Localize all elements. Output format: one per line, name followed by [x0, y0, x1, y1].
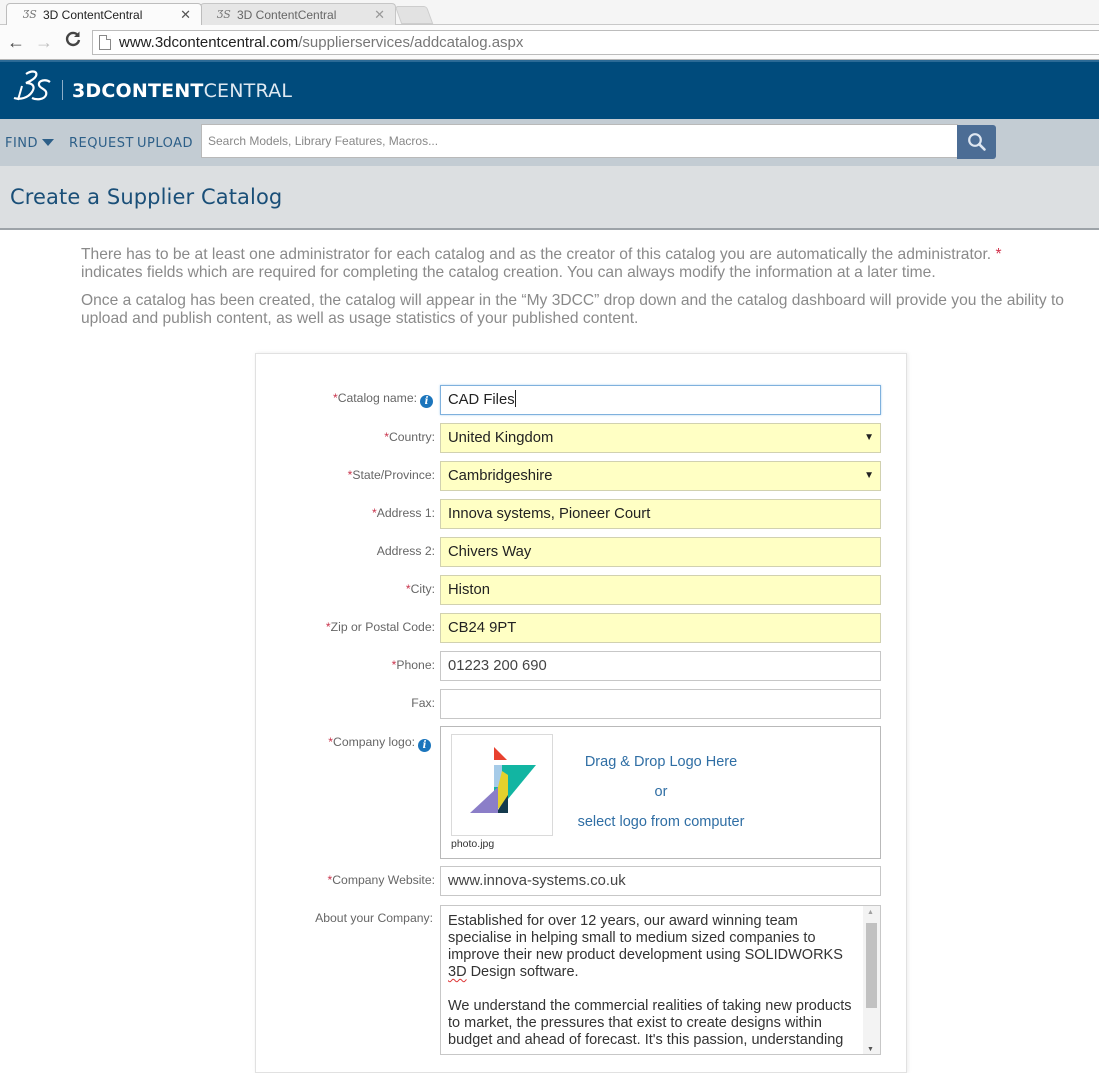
- zip-label: *Zip or Postal Code:: [325, 620, 435, 634]
- browser-tab-inactive[interactable]: [200, 3, 396, 25]
- website-label: *Company Website:: [327, 873, 435, 887]
- scroll-up-icon[interactable]: ▲: [867, 909, 874, 916]
- tab-title: 3D ContentCentral: [43, 7, 143, 22]
- scroll-thumb[interactable]: [866, 923, 877, 1008]
- nav-upload[interactable]: UPLOAD: [137, 136, 194, 151]
- dassault-logo-icon[interactable]: [12, 68, 54, 108]
- state-label: *State/Province:: [347, 468, 435, 482]
- country-select[interactable]: United Kingdom ▼: [440, 423, 881, 453]
- fax-label: Fax:: [411, 696, 435, 710]
- textarea-scrollbar[interactable]: [863, 906, 880, 1054]
- state-select[interactable]: Cambridgeshire ▼: [440, 461, 881, 491]
- logo-filename: photo.jpg: [451, 838, 495, 850]
- logo-dropzone[interactable]: [440, 726, 881, 859]
- nav-find-label: FIND: [5, 136, 39, 151]
- url-host: www.3dcontentcentral.com: [119, 34, 299, 51]
- caret-down-icon: [42, 139, 54, 146]
- brand-wordmark[interactable]: [72, 80, 292, 102]
- address1-label: *Address 1:: [371, 506, 435, 520]
- browser-toolbar: [0, 25, 1099, 60]
- catalog-form: [255, 353, 907, 1073]
- ds-favicon-icon: ƷS: [217, 8, 231, 21]
- page-icon: [99, 35, 111, 50]
- info-icon[interactable]: i: [418, 739, 431, 752]
- catalog-name-label: *Catalog name: i: [333, 391, 433, 408]
- forward-arrow-icon[interactable]: →: [35, 32, 53, 52]
- address2-label: Address 2:: [376, 544, 435, 558]
- search-icon: [967, 132, 987, 152]
- drag-drop-text: Drag & Drop Logo Here: [584, 754, 738, 770]
- uploaded-logo-image: [452, 735, 552, 835]
- site-navbar: [0, 119, 1099, 166]
- company-logo-label: *Company logo: i: [328, 735, 431, 752]
- address1-input[interactable]: Innova systems, Pioneer Court: [440, 499, 881, 529]
- nav-find[interactable]: [5, 136, 54, 151]
- city-input[interactable]: Histon: [440, 575, 881, 605]
- or-text: or: [654, 784, 668, 800]
- page-title-band: [0, 166, 1099, 230]
- country-label: *Country:: [384, 430, 435, 444]
- scroll-down-icon[interactable]: ▼: [867, 1046, 874, 1053]
- brand-light: CENTRAL: [203, 80, 293, 102]
- url-path: /supplierservices/addcatalog.aspx: [298, 34, 524, 51]
- info-icon[interactable]: i: [420, 395, 433, 408]
- logo-thumbnail: [451, 734, 553, 836]
- catalog-name-input[interactable]: CAD Files: [440, 385, 881, 415]
- fax-input[interactable]: [440, 689, 881, 719]
- address2-input[interactable]: Chivers Way: [440, 537, 881, 567]
- new-tab-button[interactable]: [395, 6, 434, 24]
- select-logo-link[interactable]: select logo from computer: [577, 814, 745, 830]
- logo-divider: [62, 80, 63, 100]
- close-tab-icon[interactable]: ✕: [180, 6, 191, 22]
- phone-input[interactable]: 01223 200 690: [440, 651, 881, 681]
- dropdown-arrow-icon: ▼: [864, 470, 874, 481]
- dropdown-arrow-icon: ▼: [864, 432, 874, 443]
- nav-request[interactable]: REQUEST: [69, 136, 134, 151]
- phone-label: *Phone:: [391, 658, 435, 672]
- intro-paragraph-2: Once a catalog has been created, the catalog will appear in the “My 3DCC” drop down and the catalog dashboard will provide you the ability to upload and publish content, as well as usage statistics of your published content.: [81, 292, 1064, 327]
- tab-title: 3D ContentCentral: [237, 7, 337, 22]
- website-input[interactable]: www.innova-systems.co.uk: [440, 866, 881, 896]
- zip-input[interactable]: CB24 9PT: [440, 613, 881, 643]
- address-bar[interactable]: [92, 30, 1099, 55]
- ds-favicon-icon: ƷS: [23, 8, 37, 21]
- page-title: Create a Supplier Catalog: [10, 185, 283, 209]
- city-label: *City:: [405, 582, 435, 596]
- back-arrow-icon[interactable]: ←: [7, 32, 25, 52]
- brand-bold: 3DCONTENT: [72, 80, 204, 102]
- search-button[interactable]: [957, 125, 996, 159]
- about-textarea[interactable]: [440, 905, 881, 1055]
- site-header: [0, 60, 1099, 119]
- search-input[interactable]: Search Models, Library Features, Macros...: [201, 124, 958, 158]
- text-cursor: [515, 390, 516, 407]
- reload-icon[interactable]: [63, 30, 83, 54]
- intro-text: [81, 246, 1081, 338]
- about-text: Established for over 12 years, our award winning team specialise in helping small to medium sized companies to improve their new product development using SOLIDWORKS 3D Design software. We understand the commercial realities of taking new products to market, the pressures that exist to create designs within budget and ahead of forecast. It's this passion, understanding: [448, 913, 852, 1048]
- reload-icon: [64, 30, 82, 48]
- about-label: About your Company:: [315, 911, 433, 925]
- browser-tab-active[interactable]: [6, 3, 202, 25]
- close-tab-icon[interactable]: ✕: [374, 6, 385, 22]
- spellcheck-underline: 3D: [448, 964, 467, 980]
- browser-tabstrip: [0, 0, 1099, 25]
- required-star: *: [995, 246, 1002, 263]
- intro-paragraph-1: There has to be at least one administrator for each catalog and as the creator of this catalog you are automatically the administrator. * indicates fields which are required for completing the catalog creation. You can always modify the information at a later time.: [81, 246, 1002, 281]
